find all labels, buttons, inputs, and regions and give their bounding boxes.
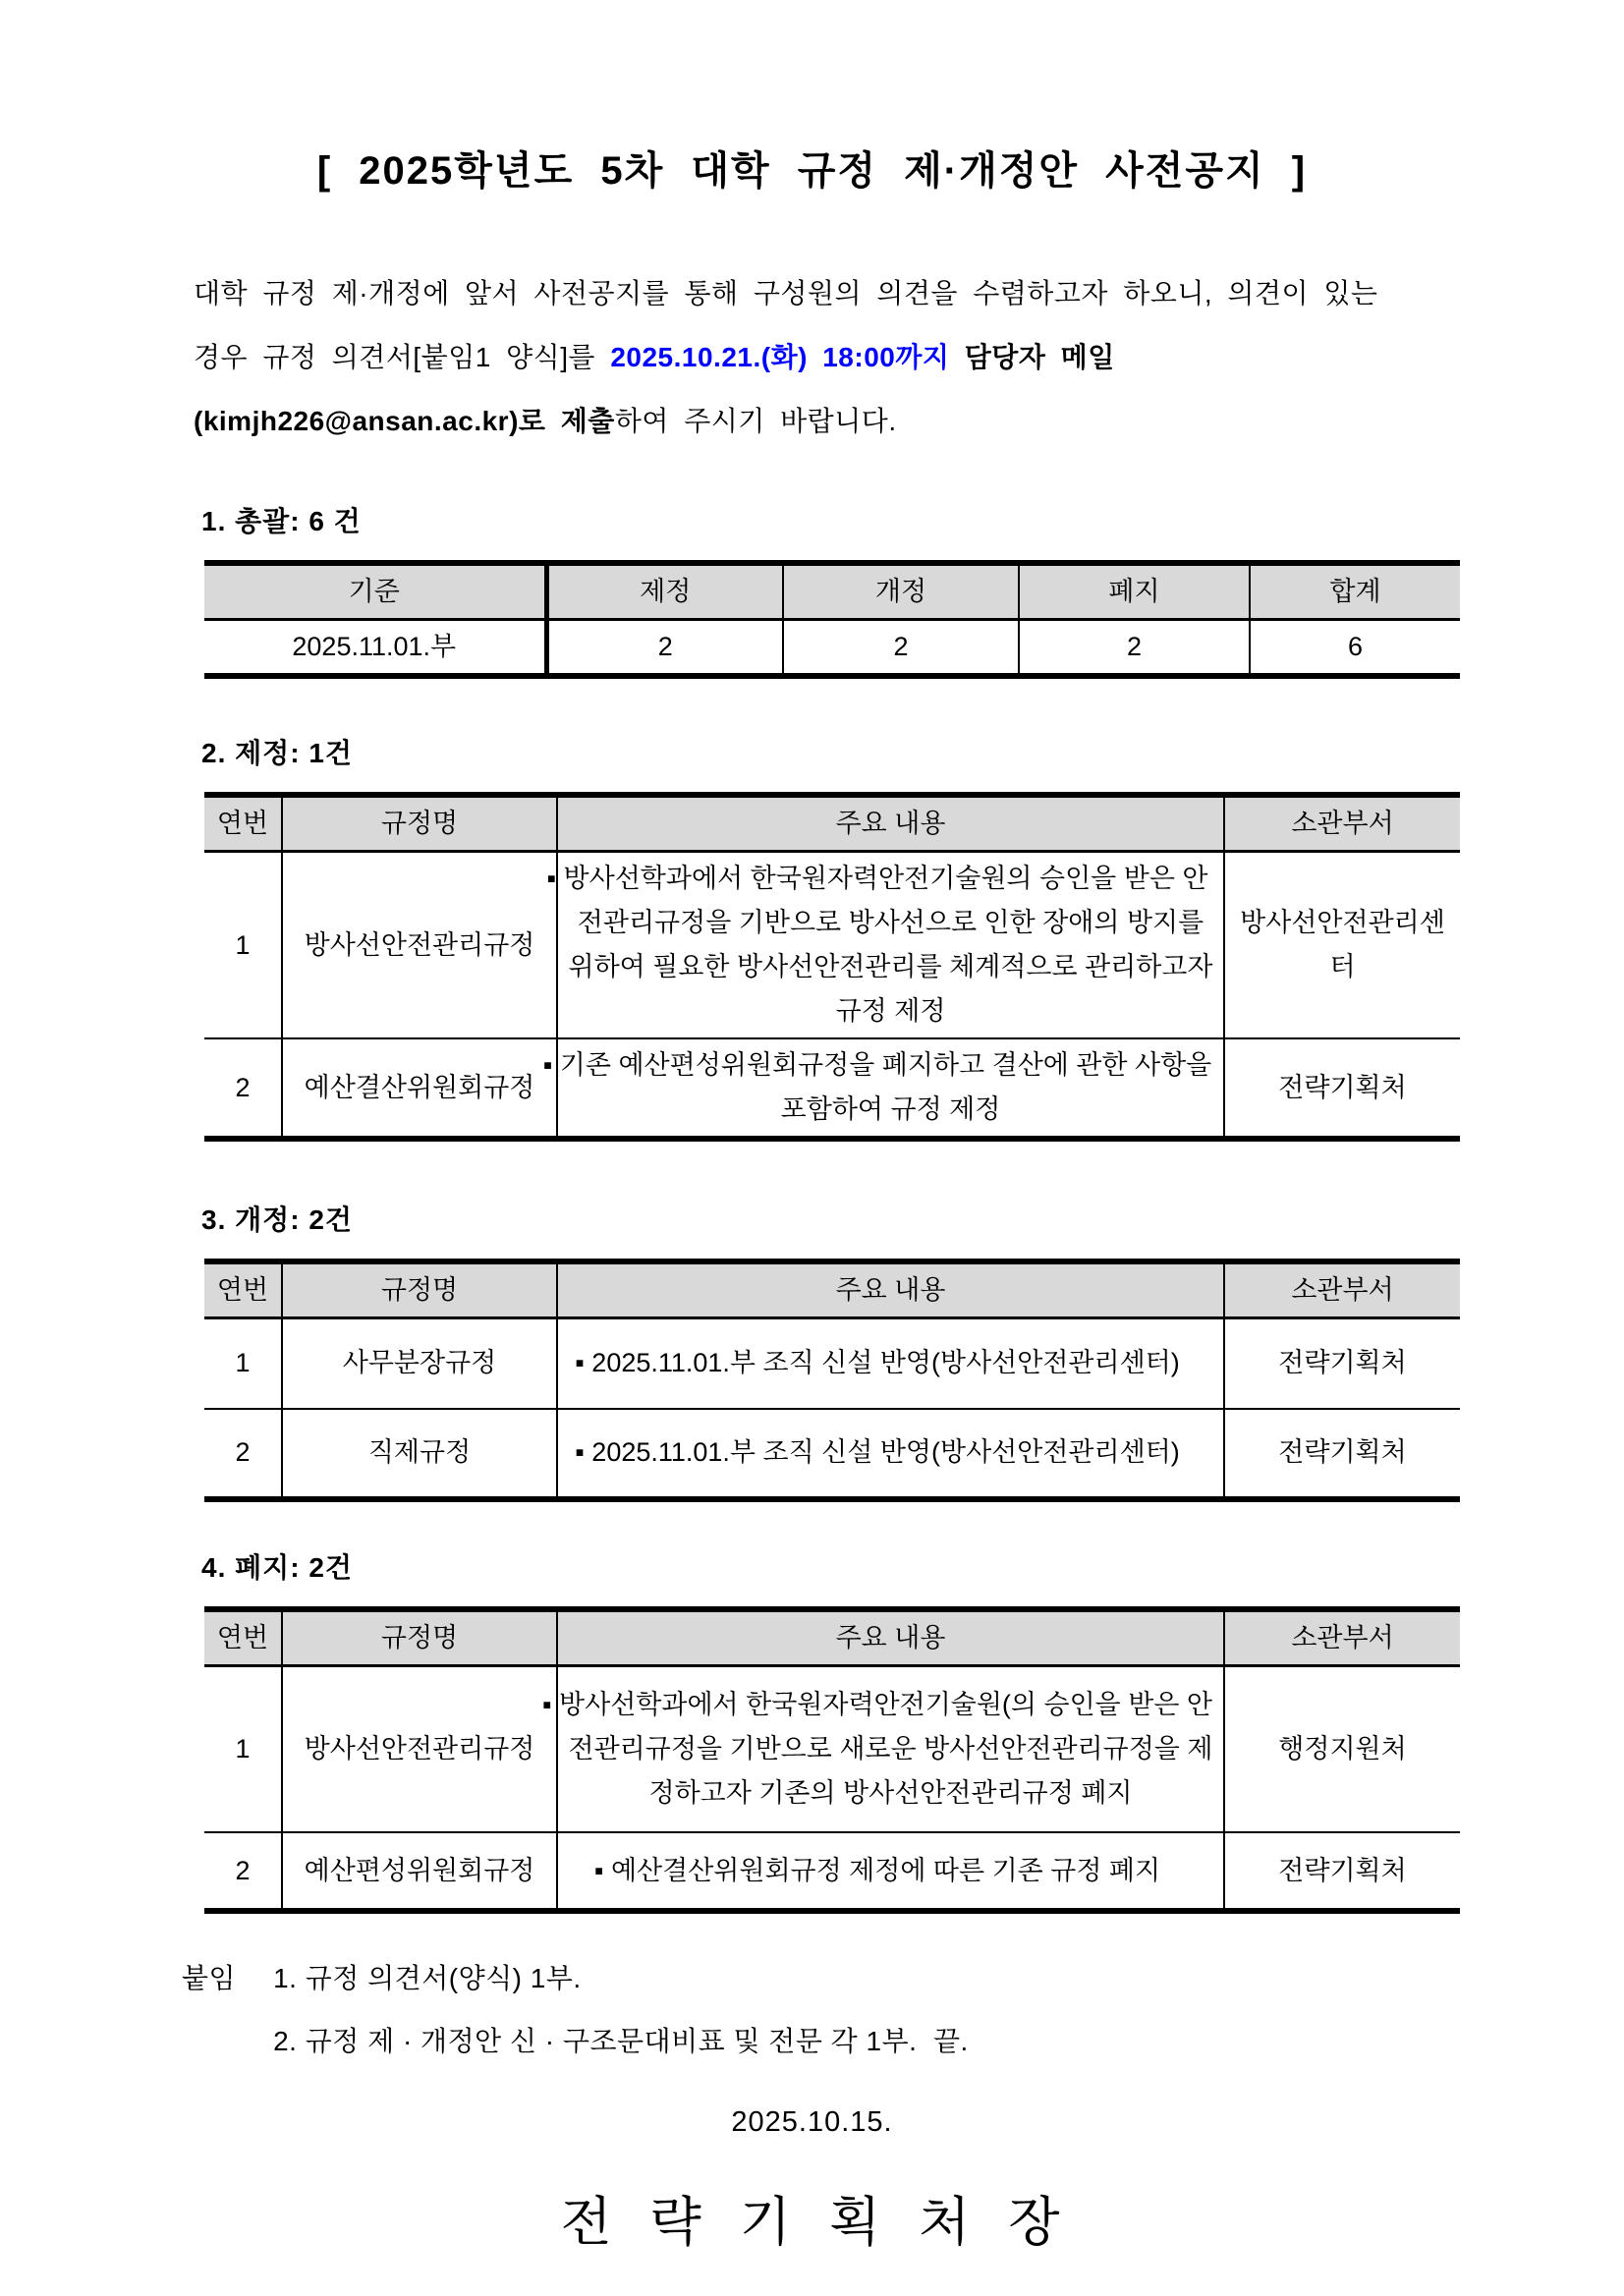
column-header-no: 연번 (204, 795, 282, 852)
section-heading-amendment: 3. 개정: 2건 (201, 1204, 353, 1235)
table-row (204, 1409, 1460, 1499)
column-header-content: 주요 내용 (557, 1609, 1224, 1666)
table-row (204, 1832, 1460, 1911)
column-header-regulation: 규정명 (282, 1609, 557, 1666)
abolition-table (204, 1606, 1460, 1915)
cell-regulation-name: 방사선안전관리규정 (282, 852, 557, 1039)
document-date: 2025.10.15. (731, 2106, 893, 2138)
cell-regulation-name: 직제규정 (282, 1409, 557, 1499)
table-row (204, 852, 1460, 1039)
attachment-item: 1. 규정 의견서(양식) 1부. (273, 1963, 582, 1993)
cell-no: 1 (235, 1348, 251, 1378)
cell-basis-date: 2025.11.01.부 (292, 632, 457, 661)
cell-regulation-name: 사무분장규정 (282, 1318, 557, 1409)
cell-abolition-count: 2 (1019, 620, 1250, 677)
signature-title: 전 략 기 획 처 장 (560, 2193, 1064, 2252)
table-row (204, 1038, 1460, 1139)
intro-paragraph (194, 261, 1486, 453)
table-row (204, 620, 1460, 677)
intro-closing: 하여 주시기 바랍니다. (614, 406, 897, 436)
cell-main-content: ▪ 방사선학과에서 한국원자력안전기술원(의 승인을 받은 안전관리규정을 기반으로 새로운 방사선안전관리규정을 제정하고자 기존의 방사선안전관리규정 폐지 (557, 1665, 1224, 1832)
cell-no: 2 (204, 1832, 282, 1911)
cell-regulation-name: 예산결산위원회규정 (282, 1038, 557, 1139)
cell-department: 전략기획처 (1224, 1038, 1460, 1139)
cell-enactment-count: 2 (546, 620, 783, 677)
cell-main-content: ▪ 방사선학과에서 한국원자력안전기술원의 승인을 받은 안전관리규정을 기반으로 방사선으로 인한 장애의 방지를 위하여 필요한 방사선안전관리를 체계적으로 관리하고자 규정 제정 (557, 852, 1224, 1039)
deadline-text: 2025.10.21.(화) 18:00까지 (610, 342, 950, 372)
attachments-list (273, 1947, 969, 2073)
section-heading-abolition: 4. 폐지: 2건 (201, 1551, 353, 1583)
intro-line1: 대학 규정 제·개정에 앞서 사전공지를 통해 구성원의 의견을 수렴하고자 하오니, 의견이 있는 (194, 278, 1378, 308)
cell-department: 전략기획처 (1224, 1409, 1460, 1499)
amendment-table (204, 1259, 1460, 1502)
intro-line2-pre: 경우 규정 의견서[붙임1 양식]를 (194, 342, 611, 372)
cell-amendment-count: 2 (783, 620, 1019, 677)
column-header-content: 주요 내용 (557, 1261, 1224, 1318)
cell-no: 2 (204, 1038, 282, 1139)
table-row (204, 1318, 1460, 1409)
column-header-content: 주요 내용 (557, 795, 1224, 852)
cell-main-content: ▪ 2025.11.01.부 조직 신설 반영(방사선안전관리센터) (557, 1318, 1224, 1409)
table-header-row (204, 1609, 1460, 1666)
enactment-table (204, 792, 1460, 1142)
column-header-department: 소관부서 (1224, 795, 1460, 852)
column-header-total: 합계 (1250, 563, 1460, 620)
cell-main-content: ▪ 기존 예산편성위원회규정을 폐지하고 결산에 관한 사항을 포함하여 규정 제정 (557, 1038, 1224, 1139)
cell-department: 전략기획처 (1224, 1832, 1460, 1911)
cell-no: 1 (235, 929, 251, 960)
contact-label: 담당자 메일 (949, 342, 1115, 372)
table-header-row (204, 1261, 1460, 1318)
cell-department: 전략기획처 (1224, 1318, 1460, 1409)
cell-total-count: 6 (1250, 620, 1460, 677)
cell-regulation-name: 방사선안전관리규정 (282, 1665, 557, 1832)
column-header-no: 연번 (204, 1609, 282, 1666)
column-header-regulation: 규정명 (282, 795, 557, 852)
attachments-block (182, 1947, 1624, 2073)
column-header-department: 소관부서 (1224, 1261, 1460, 1318)
column-header-department: 소관부서 (1224, 1609, 1460, 1666)
contact-email: (kimjh226@ansan.ac.kr)로 제출 (194, 406, 615, 436)
table-row (204, 1665, 1460, 1832)
cell-no: 1 (235, 1733, 251, 1764)
cell-regulation-name: 예산편성위원회규정 (282, 1832, 557, 1911)
column-header-regulation: 규정명 (282, 1261, 557, 1318)
column-header-amendment: 개정 (783, 563, 1019, 620)
overview-table (204, 560, 1460, 679)
column-header-abolition: 폐지 (1019, 563, 1250, 620)
cell-no: 2 (204, 1409, 282, 1499)
column-header-enactment: 제정 (546, 563, 783, 620)
cell-main-content: ▪ 예산결산위원회규정 제정에 따른 기존 규정 폐지 (557, 1832, 1224, 1911)
section-heading-overview: 1. 총괄: 6 건 (201, 506, 362, 536)
table-header-row (204, 795, 1460, 852)
column-header-basis: 기준 (204, 563, 546, 620)
column-header-no: 연번 (204, 1261, 282, 1318)
cell-department: 방사선안전관리센터 (1224, 852, 1460, 1039)
cell-department: 행정지원처 (1224, 1665, 1460, 1832)
attachment-item: 2. 규정 제 · 개정안 신 · 구조문대비표 및 전문 각 1부. 끝. (273, 2026, 969, 2056)
section-heading-enactment: 2. 제정: 1건 (201, 738, 353, 768)
document-title: [ 2025학년도 5차 대학 규정 제·개정안 사전공지 ] (316, 149, 1308, 193)
attachments-label: 붙임 (182, 1963, 237, 1993)
table-header-row (204, 563, 1460, 620)
cell-main-content: ▪ 2025.11.01.부 조직 신설 반영(방사선안전관리센터) (557, 1409, 1224, 1499)
